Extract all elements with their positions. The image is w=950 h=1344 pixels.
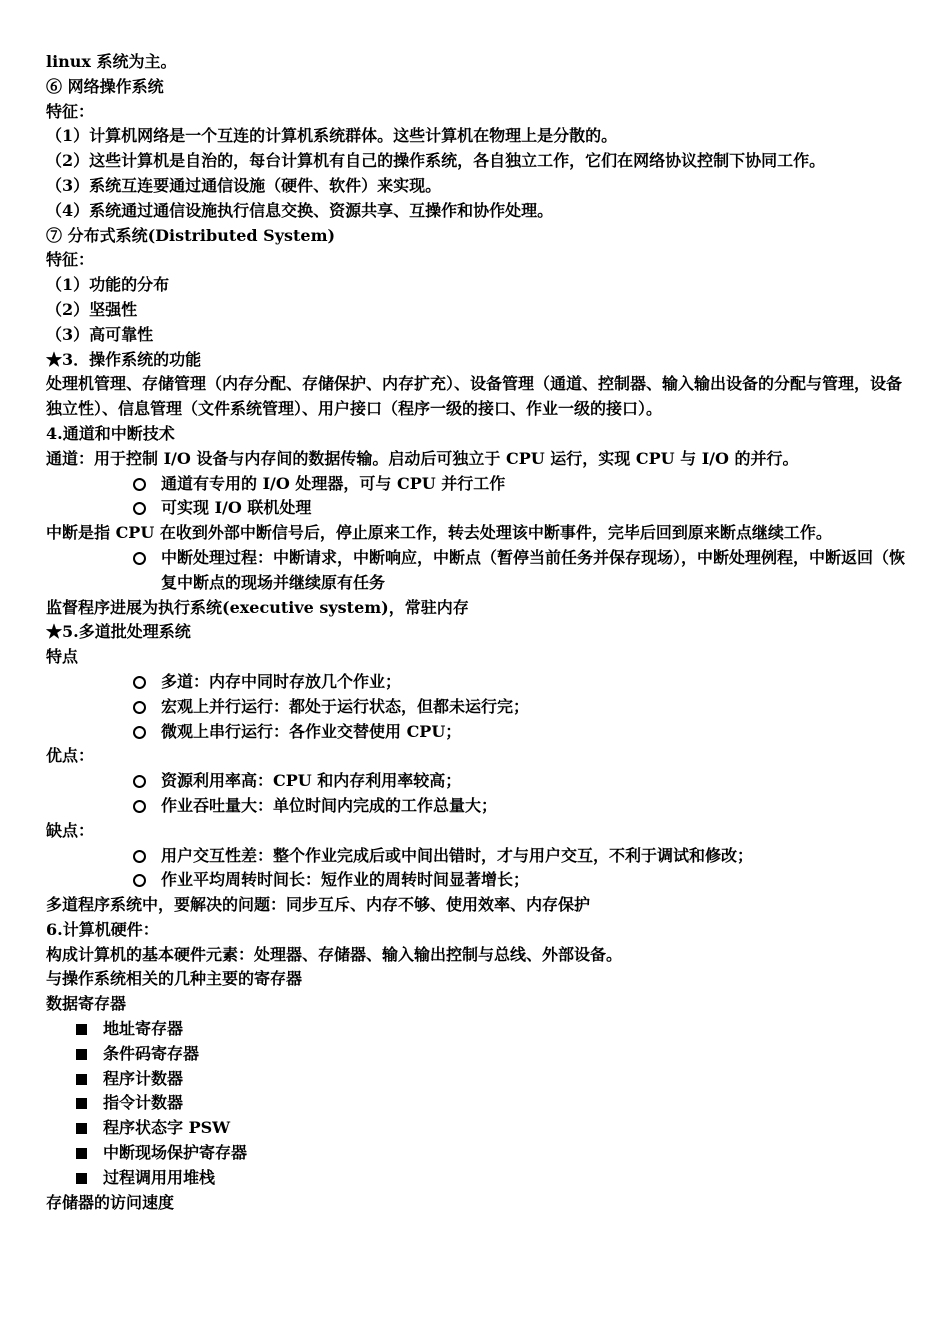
text-line: 优点：: [46, 746, 95, 766]
circle-bullet-icon: [133, 676, 146, 689]
list-item-text: 微观上串行运行：各作业交替使用 CPU；: [161, 721, 462, 741]
text-line: （4）系统通过通信设施执行信息交换、资源共享、互操作和协作处理。: [46, 200, 554, 220]
section-heading: 6.计算机硬件：: [46, 919, 159, 939]
list-item: [46, 868, 916, 893]
section-heading: ★5.多道批处理系统: [46, 622, 191, 642]
text-line: 多道程序系统中，要解决的问题：同步互斥、内存不够、使用效率、内存保护: [46, 895, 591, 915]
circle-bullet-icon: [133, 850, 146, 863]
list-item-text: 中断现场保护寄存器: [103, 1143, 248, 1163]
circle-bullet-icon: [133, 726, 146, 739]
square-bullet-icon: [76, 1148, 87, 1159]
list-item: [46, 670, 916, 695]
list-item: [46, 1091, 916, 1116]
circle-bullet-icon: [133, 502, 146, 515]
list-item-text: 指令计数器: [103, 1093, 184, 1113]
list-item: [46, 472, 916, 497]
text-line: （1）计算机网络是一个互连的计算机系统群体。这些计算机在物理上是分散的。: [46, 126, 618, 146]
square-bullet-icon: [76, 1098, 87, 1109]
circle-bullet-icon: [133, 701, 146, 714]
list-item: [46, 695, 916, 720]
list-item-text: 过程调用用堆栈: [103, 1167, 216, 1187]
list-item: [46, 1017, 916, 1042]
square-bullet-icon: [76, 1173, 87, 1184]
circle-bullet-icon: [133, 775, 146, 788]
list-item: [46, 1042, 916, 1067]
text-line: 监督程序进展为执行系统(executive system)，常驻内存: [46, 597, 469, 617]
text-line: （2）这些计算机是自治的，每台计算机有自己的操作系统，各自独立工作，它们在网络协议控制下协同工作。: [46, 151, 826, 171]
paragraph: 处理机管理、存储管理（内存分配、存储保护、内存扩充）、设备管理（通道、控制器、输入输出设备的分配与管理，设备独立性）、信息管理（文件系统管理）、用户接口（程序一级的接口、作业一级的接口）。: [46, 374, 903, 419]
text-line: （3）高可靠性: [46, 324, 154, 344]
list-item: [46, 496, 916, 521]
square-bullet-icon: [76, 1074, 87, 1085]
text-line: 特点: [46, 647, 79, 667]
list-item-text: 条件码寄存器: [103, 1043, 200, 1063]
list-item: [46, 1166, 916, 1191]
text-line: （3）系统互连要通过通信设施（硬件、软件）来实现。: [46, 175, 442, 195]
document-body: [46, 50, 916, 1215]
section-heading: ⑦ 分布式系统(Distributed System): [46, 225, 336, 245]
square-bullet-icon: [76, 1024, 87, 1035]
list-item-text: 作业吞吐量大：单位时间内完成的工作总量大；: [161, 795, 498, 815]
circle-bullet-icon: [133, 552, 146, 565]
text-line: 特征：: [46, 101, 95, 121]
list-item: [46, 794, 916, 819]
list-item-text: 多道：内存中同时存放几个作业；: [161, 671, 402, 691]
text-line: 构成计算机的基本硬件元素：处理器、存储器、输入输出控制与总线、外部设备。: [46, 944, 623, 964]
list-item-text: 通道有专用的 I/O 处理器，可与 CPU 并行工作: [161, 473, 506, 493]
section-heading: ⑥ 网络操作系统: [46, 76, 164, 96]
list-item-text: 作业平均周转时间长：短作业的周转时间显著增长；: [161, 870, 530, 890]
list-item: [46, 844, 916, 869]
circle-bullet-icon: [133, 478, 146, 491]
text-line: linux 系统为主。: [46, 52, 177, 71]
list-item-text: 地址寄存器: [103, 1019, 184, 1039]
text-line: 中断是指 CPU 在收到外部中断信号后，停止原来工作，转去处理该中断事件，完毕后回到原来断点继续工作。: [46, 523, 832, 543]
section-heading: ★3．操作系统的功能: [46, 349, 202, 369]
list-item-text: 资源利用率高：CPU 和内存利用率较高；: [161, 771, 462, 791]
list-item-text: 可实现 I/O 联机处理: [161, 498, 312, 518]
list-item: [46, 720, 916, 745]
text-line: （2）坚强性: [46, 299, 138, 319]
square-bullet-icon: [76, 1123, 87, 1134]
text-line: 与操作系统相关的几种主要的寄存器: [46, 969, 303, 989]
list-item: [46, 769, 916, 794]
text-line: 缺点：: [46, 820, 95, 840]
list-item: [46, 1067, 916, 1092]
list-item-text: 程序状态字 PSW: [103, 1118, 231, 1138]
list-item-text: 中断处理过程：中断请求，中断响应，中断点（暂停当前任务并保存现场），中断处理例程，中断返回（恢复中断点的现场并继续原有任务: [161, 547, 906, 592]
text-line: 特征：: [46, 250, 95, 270]
square-bullet-icon: [76, 1049, 87, 1060]
list-item: [46, 1141, 916, 1166]
text-line: 数据寄存器: [46, 994, 127, 1014]
text-line: 通道：用于控制 I/O 设备与内存间的数据传输。启动后可独立于 CPU 运行，实现 CPU 与 I/O 的并行。: [46, 448, 799, 468]
circle-bullet-icon: [133, 800, 146, 813]
circle-bullet-icon: [133, 874, 146, 887]
list-item-text: 宏观上并行运行：都处于运行状态，但都未运行完；: [161, 696, 530, 716]
text-line: 存储器的访问速度: [46, 1192, 175, 1212]
list-item-text: 用户交互性差：整个作业完成后或中间出错时，才与用户交互，不利于调试和修改；: [161, 845, 754, 865]
list-item: [46, 1116, 916, 1141]
list-item: [46, 546, 916, 596]
list-item-text: 程序计数器: [103, 1068, 184, 1088]
text-line: （1）功能的分布: [46, 275, 170, 295]
section-heading: 4.通道和中断技术: [46, 423, 175, 443]
